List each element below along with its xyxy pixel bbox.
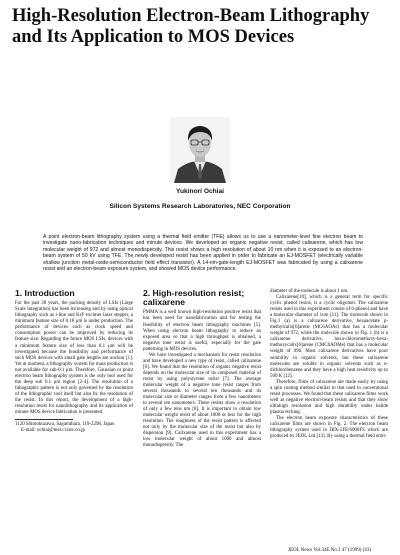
author-photo: [170, 117, 230, 183]
page-footer: JEOL News Vol.34E No.1 47 (1999) (43): [288, 548, 371, 553]
footnote-divider: [15, 419, 73, 420]
column-introduction: [15, 289, 133, 434]
paragraph: The electron beam exposure characteristics of these calixarene films are shown in Fig. 2. The electron beam lithography system used in JBX-5FE/6000FS which are produced by JEOL Ltd.[13]. By using a thermal field emit-: [270, 415, 388, 440]
paragraph: Calixarene[10], which is a general term for specific cyclic phenol resins, is a cyclic oligomer. The calixarene resists used in this experiment consist of 6-phenol and have a molecular diameter of 1nm [11]. The molecule shown in Fig.1 (a) is a calixarene derivative, hexaacetate p-methylcalix[6]arene (MC6AOAc) that has a molecular weight of 972, while the molecule shown in Fig. 1 (b) is a calixarene derivative, hexa-chloromethoxy-hexa-methoxycalix[6]arene (CMC6AOMe) that has a molecular weight of 996. Most calixarene derivatives have poor solubility in organic solvents, but these calixarene molecules are soluble in organic solvents such as o-dichlorobenzene and they have a high heat resistivity up to 500 K [12].: [270, 295, 388, 379]
paragraph: For the past 30 years, the packing density of LSIs (Large Scale Integration) has been increasing and by using optical lithography such as i-line and KrF excimer laser stepper, a minimum feature size of 0.18 μm is under production. The performance of devices such as clock speed and consumption power can be improved by reducing its feature size. Regarding the future MOS LSIs, devices with a minimum feature size of less than 0.1 μm will be investigated because the feasibility and performance of such MOS devices with small gate lengths are unclear [1]. Yet at moment, a lithography system for mass production is not available for sub-0.1 μm. Therefore, Gaussian or point electron beam lithography system is the only tool used for the deep sub 0.1 μm region [2-4]. The resolution of a lithographic pattern is not only governed by the resolution of the lithographic tool itself but also by the resolution of the resist. In this report, the development of a high-resolution resist for nanolithography and its application of minute MOS device fabrication is presented.: [15, 301, 133, 416]
paragraph: Therefore, films of calixarene are made easily by using a spin coating method similar to that used in conventional resist processes. We found that these calixarene films work well as negative electron-beam resists and that they show ultrahigh resolution and high durability under halide plasma etching.: [270, 379, 388, 415]
paragraph: We have investigated a mechanism for resist resolution and have developed a new type of resist, called calixarene [6]. We found that the resolution of organic negative resist depends on the molecular size of its composed material of resist by using polystyrene resist [7]. The average molecular weight of a negative tone resist ranges from several thousands to several ten thousands and its molecular size or diameter ranges from a few nanometers to several ten nanometers. These resists show a resolution of only a few tens nm [8]. It is important to obtain low molecular weight resist of about 1000 or less for the high resolution. The roughness of the resist pattern is affected not only by the molecular size of the resist but also by dispersion [9]. Calixarene used in this experiment has a low molecular weight of about 1000 and almost monodispersity. The: [143, 352, 261, 449]
author-portrait-image: [170, 117, 230, 183]
paragraph: PMMA is a well known high-resolution positive resist that has been used for nanofabrication and for testing the feasibility of electron beam lithography machines [5]. When using electron beam lithography to reduce an exposed area so that a high throughput is obtained, a negative tone resist is useful, especially for the gate patterning in MOS devices.: [143, 310, 261, 352]
paragraph: diameter of the molecule is about 1 nm.: [270, 289, 349, 294]
footnote-email: E-mail: ochiai@mel.cl.nec.co.jp: [21, 428, 85, 434]
section-heading: 1. Introduction: [15, 288, 75, 298]
author-name: Yukinori Ochiai: [175, 188, 224, 195]
author-affiliation: Silicon Systems Research Laboratories, NEC Corporation: [109, 203, 291, 210]
section-heading: 2. High-resolution resist; calixarene: [143, 288, 245, 308]
abstract: A point electron-beam lithography system using a thermal field emitter (TFE) allows us to use a nanometer-level fine electron beam to investigate nano-fabrication techniques and minute devices. We developed an organic negative resist, called calixarene, which has low molecular weight of 972 and almost monodispersity. This resist shows a high resolution of about 10 nm when it is exposed to an electron-beam system of 50 kV using TFE. The newly developed resist has been applied in order to fabricate an EJ-MOSFET (electrically variable shallow junction metal-oxide-semiconductor field effect transistor). A 14-nm-gate-length EJ-MOSFET was fabricated by using a calixarene resist and an electron-beam exposure system, and showed MOS device performance.: [43, 234, 363, 273]
column-resist: [143, 289, 261, 449]
paper-title: High-Resolution Electron-Beam Lithography and Its Application to MOS Devices: [12, 6, 370, 47]
column-calixarene: [270, 289, 388, 440]
footnote-address: 1120 Shimokuzawa, Sagamihara, 119-2298, Japan: [15, 422, 115, 428]
